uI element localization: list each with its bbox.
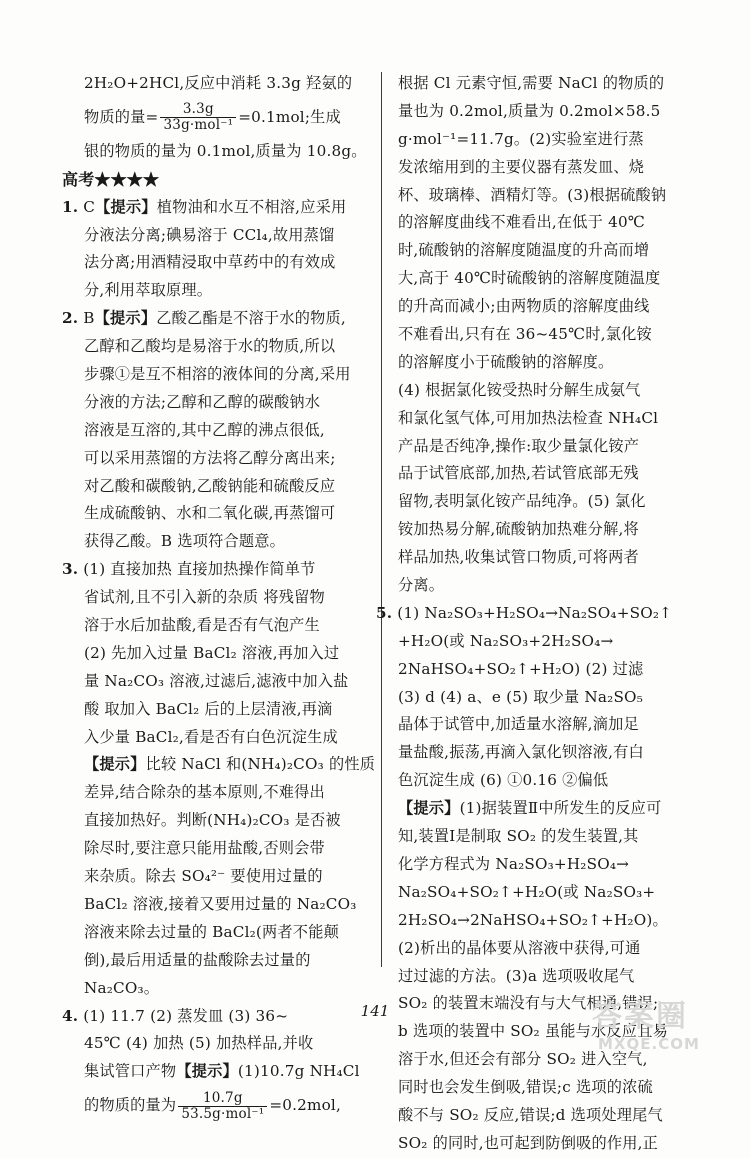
text-line: [62, 835, 380, 863]
text-line: [62, 584, 380, 612]
text-line: 的溶解度曲线不难看出,在低于 40℃: [398, 213, 646, 232]
text-line: (3) d (4) a、e (5) 取少量 Na₂SO₅: [398, 687, 643, 706]
text-line: [62, 138, 380, 166]
item-number: 3.: [62, 560, 79, 579]
hint-marker: 【提示】: [94, 309, 157, 328]
fraction: [160, 102, 236, 133]
fraction-post: =0.1mol;生成: [238, 107, 341, 126]
text-line: 发浓缩用到的主要仪器有蒸发皿、烧: [398, 157, 645, 176]
fraction-den: 53.5g·mol⁻¹: [181, 1105, 265, 1122]
text-line: [62, 222, 380, 250]
item-number: 4.: [62, 1006, 79, 1025]
text-line: 不难看出,只有在 36~45℃时,氯化铵: [398, 325, 652, 344]
watermark-text: 答案圈: [592, 999, 688, 1034]
text-line: 留物,表明氯化铵产品纯净。(5) 氯化: [398, 492, 646, 511]
line-text: 1. C【提示】植物油和水互不相溶,应采用: [62, 197, 347, 216]
column-divider: [381, 72, 382, 967]
line-text: (2) 先加入过量 BaCl₂ 溶液,再加入过: [84, 643, 340, 662]
text-line: 同时也会发生倒吸,错误;c 选项的浓硫: [398, 1078, 653, 1097]
text-line: [62, 445, 380, 473]
text-line: SO₂ 的装置末端没有与大气相通,错误;: [398, 994, 659, 1013]
line-text: 溶液是互溶的,其中乙醇的沸点很低,: [84, 420, 325, 439]
line-text: 45℃ (4) 加热 (5) 加热样品,并收: [84, 1034, 314, 1053]
text-line: 根据 Cl 元素守恒,需要 NaCl 的物质的: [398, 74, 665, 92]
text-line: [62, 947, 380, 975]
text-line: [62, 1058, 380, 1086]
line-text: 3. (1) 直接加热 直接加热操作简单节: [62, 560, 316, 579]
text-line: [62, 975, 380, 1003]
text-line: 化学方程式为 Na₂SO₃+H₂SO₄→: [398, 854, 630, 873]
item-number: 5.: [376, 603, 393, 622]
text-line: [62, 668, 380, 696]
hint-marker: 【提示】: [84, 755, 146, 774]
answer-item-start: [62, 305, 380, 333]
right-column: [376, 70, 698, 1158]
line-text: 差异,结合除杂的基本原则,不难得出: [84, 783, 325, 802]
text-line: g·mol⁻¹=11.7g。(2)实验室进行蒸: [398, 129, 644, 148]
hint-marker: 【提示】: [398, 799, 460, 818]
line-text: 生成硫酸钠、水和二氧化碳,再蒸馏可: [84, 504, 336, 523]
line-text: 分液的方法;乙醇和乙醇的碳酸钠水: [84, 392, 321, 411]
line-text: 可以采用蒸馏的方法将乙醇分离出来;: [84, 448, 336, 467]
text-line: [62, 891, 380, 919]
line-text: 除尽时,要注意只能用盐酸,否则会带: [84, 839, 325, 858]
line-text: 2. B【提示】乙酸乙酯是不溶于水的物质,: [62, 309, 346, 328]
left-column: [62, 70, 380, 1126]
line-text: 来杂质。除去 SO₄²⁻ 要使用过量的: [84, 867, 323, 886]
line-text: 【提示】比较 NaCl 和(NH₄)₂CO₃ 的性质: [84, 755, 376, 774]
text-line: [62, 612, 380, 640]
text-line: [62, 1030, 380, 1058]
line-text: 2H₂O+2HCl,反应中消耗 3.3g 羟氨的: [84, 74, 353, 92]
answer-item-start: [62, 194, 380, 222]
text-line: [62, 70, 380, 98]
line-text: 集试管口产物【提示】(1)10.7g NH₄Cl: [84, 1062, 360, 1081]
watermark-logo: [592, 1000, 742, 1062]
text-line: 大,高于 40℃时硫酸钠的溶解度随温度: [398, 269, 661, 288]
text-line: 分离。: [398, 576, 445, 595]
text-line: 晶体于试管中,加适量水溶解,滴加足: [398, 715, 639, 734]
fraction-post: =0.2mol,: [269, 1096, 342, 1115]
text-line: [62, 277, 380, 305]
text-line: 铵加热易分解,硫酸钠加热难分解,将: [398, 520, 639, 539]
line-text: 倒),最后用适量的盐酸除去过量的: [84, 950, 311, 969]
fraction-line: [62, 1086, 380, 1126]
page-number: 141: [360, 1002, 390, 1020]
text-line: 量盐酸,振荡,再滴入氯化钡溶液,有白: [398, 743, 644, 762]
text-line: [62, 807, 380, 835]
text-line: [62, 333, 380, 361]
text-line: [62, 361, 380, 389]
fraction-num: 3.3g: [160, 102, 236, 118]
line-text: 酸 取加入 BaCl₂ 后的上层清液,再滴: [84, 699, 333, 718]
fraction: [178, 1091, 267, 1122]
answer-item-start: 5. (1) Na₂SO₃+H₂SO₄→Na₂SO₄+SO₂↑: [376, 603, 673, 622]
hint-marker: 【提示】: [95, 197, 157, 216]
fraction-den: 33g·mol⁻¹: [163, 117, 234, 134]
item-number: 2.: [62, 309, 79, 328]
line-text: 省试剂,且不引入新的杂质 将残留物: [84, 588, 325, 607]
line-text: 步骤①是互不相溶的液体间的分离,采用: [84, 365, 351, 384]
text-line: 2NaHSO₄+SO₂↑+H₂O) (2) 过滤: [398, 659, 644, 678]
text-line: 溶于水,但还会有部分 SO₂ 进入空气,: [398, 1050, 648, 1069]
line-text: 分,利用萃取原理。: [84, 281, 213, 300]
line-text: 分液法分离;碘易溶于 CCl₄,故用蒸馏: [84, 225, 335, 244]
line-text: 高考★★★★: [62, 169, 160, 189]
text-line: [62, 863, 380, 891]
text-line: b 选项的装置中 SO₂ 虽能与水反应且易: [398, 1022, 668, 1041]
text-line: 样品加热,收集试管口物质,可将两者: [398, 548, 639, 567]
text-line: [62, 528, 380, 556]
text-line: SO₂ 的同时,也可起到防倒吸的作用,正: [398, 1133, 659, 1152]
fraction-pre: 的物质的量为: [84, 1096, 177, 1115]
text-line: [62, 417, 380, 445]
line-text: 获得乙酸。B 选项符合题意。: [84, 532, 286, 551]
line-text: 入少量 BaCl₂,看是否有白色沉淀生成: [84, 727, 338, 746]
text-line: 品于试管底部,加热,若试管底部无残: [398, 464, 639, 483]
text-line: +H₂O(或 Na₂SO₃+2H₂SO₄→: [398, 631, 614, 650]
fraction-line: [62, 98, 380, 138]
line-text: 溶液来除去过量的 BaCl₂(两者不能颠: [84, 922, 339, 941]
fraction-num: 10.7g: [178, 1091, 267, 1107]
text-line: 过过滤的方法。(3)a 选项吸收尾气: [398, 966, 635, 985]
text-line: 【提示】(1)据装置Ⅱ中所发生的反应可: [398, 799, 662, 818]
text-line: [62, 640, 380, 668]
text-line: 量也为 0.2mol,质量为 0.2mol×58.5: [398, 101, 661, 120]
text-line: [62, 779, 380, 807]
line-text: 溶于水后加盐酸,看是否有气泡产生: [84, 616, 320, 635]
line-text: 直接加热好。判断(NH₄)₂CO₃ 是否被: [84, 811, 341, 830]
text-line: [62, 919, 380, 947]
text-line: [62, 696, 380, 724]
line-text: 银的物质的量为 0.1mol,质量为 10.8g。: [84, 141, 367, 160]
line-text: 量 Na₂CO₃ 溶液,过滤后,滤液中加入盐: [84, 671, 349, 690]
text-line: 和氯化氢气体,可用加热法检查 NH₄Cl: [398, 408, 659, 427]
fraction-pre: 物质的量=: [84, 107, 159, 126]
text-line: 的溶解度小于硫酸钠的溶解度。: [398, 352, 614, 371]
text-line: [62, 751, 380, 779]
answer-item-start: [62, 556, 380, 584]
text-line: [62, 389, 380, 417]
text-line: 时,硫酸钠的溶解度随温度的升高而增: [398, 241, 650, 260]
text-line: [62, 500, 380, 528]
text-line: 色沉淀生成 (6) ①0.16 ②偏低: [398, 771, 609, 790]
section-heading: [62, 166, 380, 194]
text-line: 酸不与 SO₂ 反应,错误;d 选项处理尾气: [398, 1105, 663, 1124]
line-text: 4. (1) 11.7 (2) 蒸发皿 (3) 36~: [62, 1006, 289, 1025]
text-line: [62, 249, 380, 277]
line-text: Na₂CO₃。: [84, 978, 160, 997]
text-line: 2H₂SO₄→2NaHSO₄+SO₂↑+H₂O)。: [398, 910, 668, 929]
text-line: [62, 724, 380, 752]
text-line: [62, 473, 380, 501]
line-text: 法分离;用酒精浸取中草药中的有效成: [84, 253, 336, 272]
text-line: 杯、玻璃棒、酒精灯等。(3)根据硫酸钠: [398, 185, 667, 204]
text-line: 的升高而减小;由两物质的溶解度曲线: [398, 297, 650, 316]
text-line: Na₂SO₄+SO₂↑+H₂O(或 Na₂SO₃+: [398, 882, 656, 901]
text-line: (4) 根据氯化铵受热时分解生成氨气: [398, 380, 641, 399]
text-line: 产品是否纯净,操作:取少量氯化铵产: [398, 436, 640, 455]
text-line: 知,装置Ⅰ是制取 SO₂ 的发生装置,其: [398, 827, 639, 846]
line-text: BaCl₂ 溶液,接着又要用过量的 Na₂CO₃: [84, 894, 357, 913]
hint-marker: 【提示】: [176, 1062, 238, 1081]
line-text: 乙醇和乙酸均是易溶于水的物质,所以: [84, 337, 336, 356]
item-number: 1.: [62, 197, 79, 216]
line-text: 对乙酸和碳酸钠,乙酸钠能和硫酸反应: [84, 476, 336, 495]
text-line: (2)析出的晶体要从溶液中获得,可通: [398, 938, 641, 957]
watermark-url: MXQE.COM: [598, 1035, 700, 1053]
